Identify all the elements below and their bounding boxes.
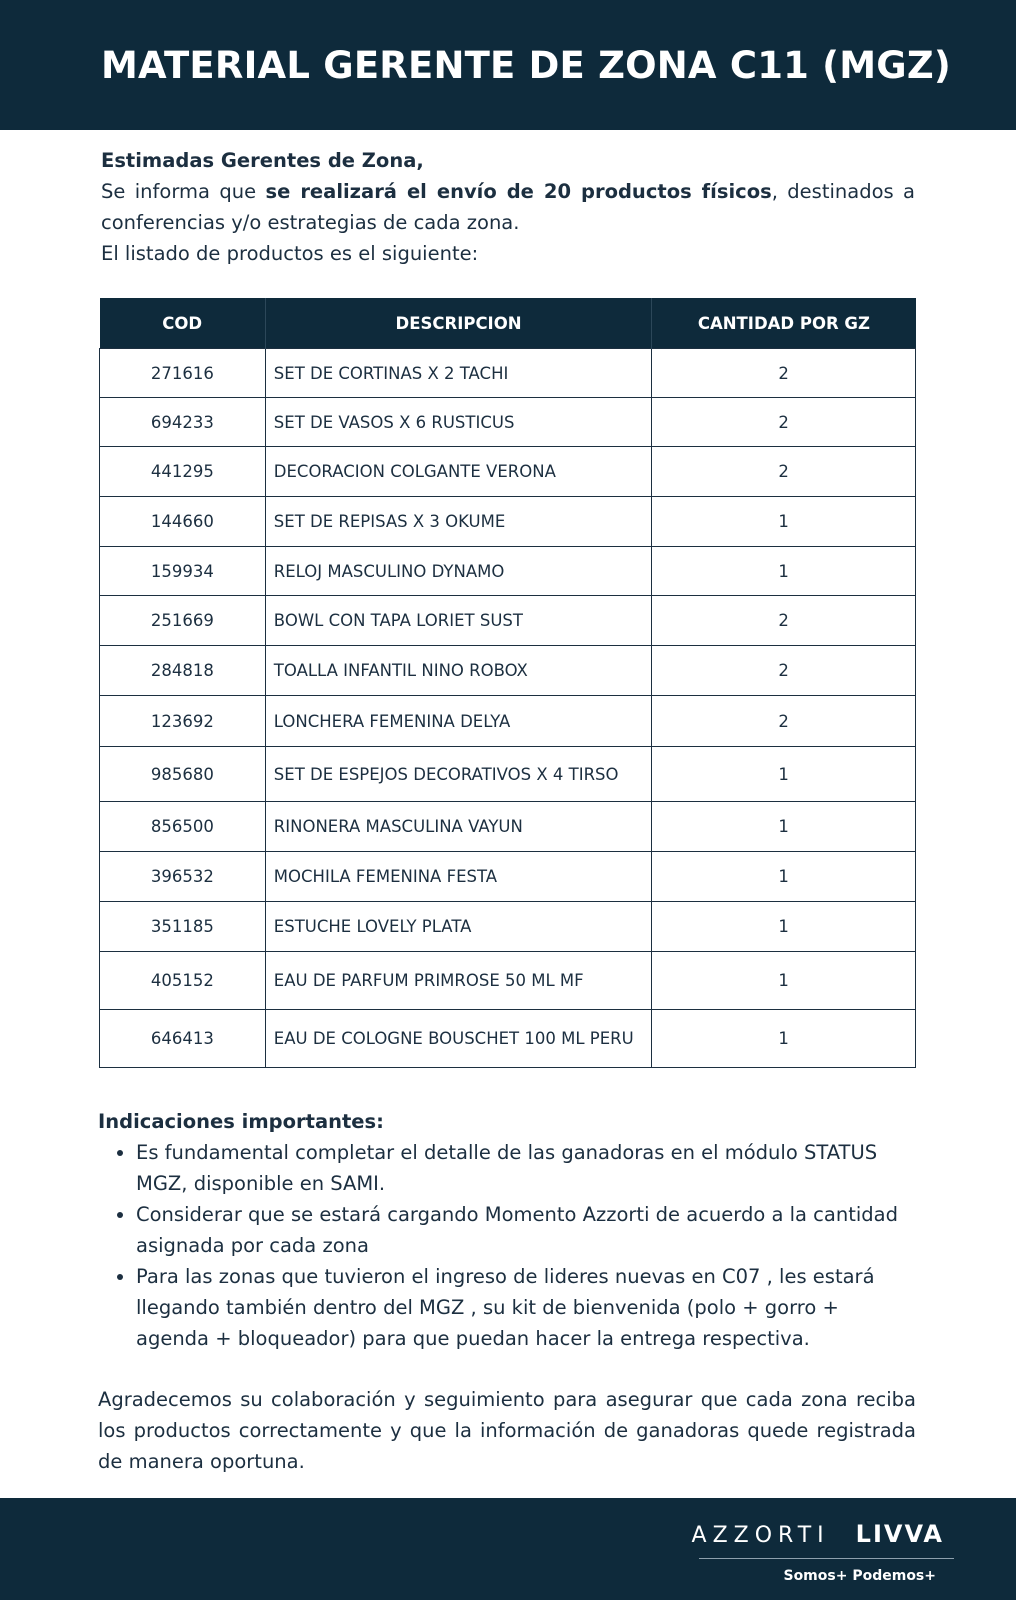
cell-desc: RINONERA MASCULINA VAYUN [265, 802, 652, 852]
cell-desc: EAU DE COLOGNE BOUSCHET 100 ML PERU [265, 1010, 652, 1068]
table-row [100, 596, 916, 646]
table-row [100, 952, 916, 1010]
cell-cod: 985680 [100, 747, 266, 802]
table-header-row [100, 298, 916, 349]
cell-qty: 2 [652, 596, 916, 646]
cell-desc: EAU DE PARFUM PRIMROSE 50 ML MF [265, 952, 652, 1010]
intro-highlight: se realizará el envío de 20 productos físicos [265, 180, 772, 203]
brand-logos [692, 1520, 944, 1548]
cell-cod: 694233 [100, 398, 266, 447]
page-title: MATERIAL GERENTE DE ZONA C11 (MGZ) [101, 43, 952, 87]
cell-qty: 2 [652, 398, 916, 447]
cell-cod: 159934 [100, 547, 266, 596]
cell-desc: LONCHERA FEMENINA DELYA [265, 696, 652, 747]
slogan: Somos+ Podemos+ [783, 1568, 936, 1584]
column-header-cod: COD [100, 298, 266, 349]
list-item: • Considerar que se estará cargando Momento Azzorti de acuerdo a la cantidad asignada por cada zona [136, 1199, 918, 1261]
footer-banner [0, 1498, 1016, 1600]
list-item: • Es fundamental completar el detalle de las ganadoras en el módulo STATUS MGZ, disponible en SAMI. [136, 1137, 918, 1199]
cell-qty: 1 [652, 902, 916, 952]
intro-section [101, 145, 915, 269]
cell-desc: SET DE VASOS X 6 RUSTICUS [265, 398, 652, 447]
indications-section [98, 1106, 918, 1354]
azzorti-logo: AZZORTI [691, 1523, 830, 1548]
column-header-descripcion: DESCRIPCION [265, 298, 652, 349]
header-banner [0, 0, 1016, 130]
greeting: Estimadas Gerentes de Zona, [101, 149, 424, 172]
table-row [100, 646, 916, 696]
cell-desc: RELOJ MASCULINO DYNAMO [265, 547, 652, 596]
cell-qty: 1 [652, 497, 916, 547]
intro-paragraph [101, 176, 915, 238]
cell-cod: 284818 [100, 646, 266, 696]
indications-title: Indicaciones importantes: [98, 1110, 384, 1133]
cell-desc: ESTUCHE LOVELY PLATA [265, 902, 652, 952]
cell-qty: 2 [652, 349, 916, 398]
table-row [100, 447, 916, 497]
products-table [99, 298, 916, 1068]
list-intro: El listado de productos es el siguiente: [101, 242, 479, 265]
cell-desc: MOCHILA FEMENINA FESTA [265, 852, 652, 902]
cell-desc: BOWL CON TAPA LORIET SUST [265, 596, 652, 646]
cell-qty: 2 [652, 646, 916, 696]
cell-qty: 1 [652, 747, 916, 802]
table-row [100, 747, 916, 802]
cell-qty: 2 [652, 696, 916, 747]
table-row [100, 852, 916, 902]
indications-list [98, 1137, 918, 1354]
cell-qty: 1 [652, 852, 916, 902]
table-row [100, 398, 916, 447]
cell-cod: 856500 [100, 802, 266, 852]
cell-qty: 2 [652, 447, 916, 497]
closing-paragraph: Agradecemos su colaboración y seguimiento para asegurar que cada zona reciba los productos correctamente y que la información de ganadoras quede registrada de manera oportuna. [98, 1388, 916, 1473]
cell-cod: 441295 [100, 447, 266, 497]
table-row [100, 1010, 916, 1068]
table-row [100, 547, 916, 596]
cell-desc: SET DE ESPEJOS DECORATIVOS X 4 TIRSO [265, 747, 652, 802]
cell-cod: 123692 [100, 696, 266, 747]
cell-desc: SET DE REPISAS X 3 OKUME [265, 497, 652, 547]
cell-cod: 646413 [100, 1010, 266, 1068]
cell-qty: 1 [652, 1010, 916, 1068]
cell-desc: SET DE CORTINAS X 2 TACHI [265, 349, 652, 398]
cell-cod: 251669 [100, 596, 266, 646]
livva-logo: LIVVA [855, 1520, 944, 1548]
cell-cod: 405152 [100, 952, 266, 1010]
cell-cod: 144660 [100, 497, 266, 547]
table-row [100, 802, 916, 852]
intro-prefix: Se informa que [101, 180, 257, 203]
table-row [100, 902, 916, 952]
logo-underline [699, 1558, 954, 1559]
cell-qty: 1 [652, 952, 916, 1010]
cell-cod: 396532 [100, 852, 266, 902]
cell-cod: 351185 [100, 902, 266, 952]
intro-suffix: , destinados a conferencias y/o estrategias de cada zona. [101, 180, 916, 234]
cell-desc: DECORACION COLGANTE VERONA [265, 447, 652, 497]
cell-cod: 271616 [100, 349, 266, 398]
table-row [100, 497, 916, 547]
table-row [100, 349, 916, 398]
cell-qty: 1 [652, 802, 916, 852]
cell-qty: 1 [652, 547, 916, 596]
cell-desc: TOALLA INFANTIL NINO ROBOX [265, 646, 652, 696]
table-row [100, 696, 916, 747]
column-header-cantidad: CANTIDAD POR GZ [652, 298, 916, 349]
list-item: • Para las zonas que tuvieron el ingreso de lideres nuevas en C07 , les estará llegando también dentro del MGZ , su kit de bienvenida (polo + gorro + agenda + bloqueador) para que puedan hacer la entrega respectiva. [136, 1261, 918, 1354]
